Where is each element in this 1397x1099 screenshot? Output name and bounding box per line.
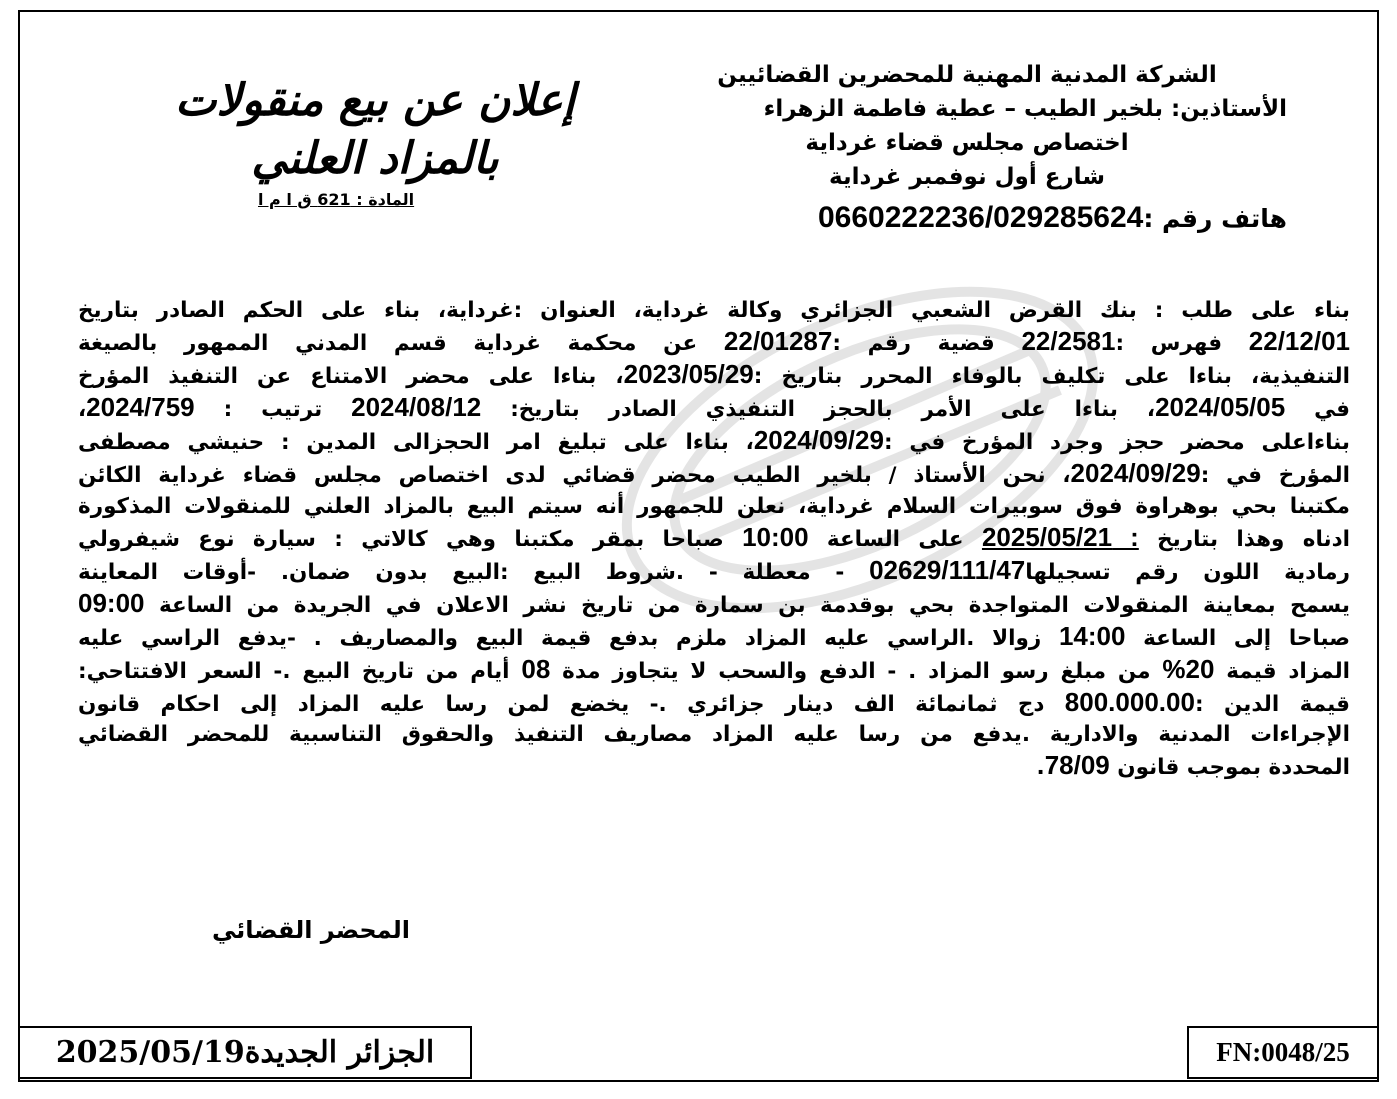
- company-name: الشركة المدنية المهنية للمحضرين القضائيين: [717, 62, 1217, 88]
- body-line-13: قيمة الدين :800.000.00 دج ثمانمائة الف دينار جزائري .- يخضع لمن رسا عليه المزاد إلى احكام قانون: [78, 687, 1350, 718]
- body-line-4: في 2024/05/05، بناءا على الأمر بالحجز التنفيذي الصادر بتاريخ: 2024/08/12 ترتيب : 2024/759،: [78, 392, 1350, 423]
- body-line-11: صباحا إلى الساعة 14:00 زوالا .الراسي عليه المزاد ملزم بدفع قيمة البيع والمصاريف . -يدفع الراسي عليه: [78, 620, 1351, 651]
- office-address: شارع أول نوفمبر غرداية: [829, 164, 1105, 190]
- phone-number: 0660222236/029285624: [818, 201, 1144, 234]
- signatory-title: المحضر القضائي: [211, 916, 410, 944]
- body-line-15: المحددة بموجب قانون 78/09.: [1036, 750, 1350, 781]
- body-line-2: 22/12/01 فهرس :22/2581 قضية رقم :22/01287 عن محكمة غرداية قسم المدني الممهور بالصيغة: [78, 326, 1350, 357]
- body-line-1: بناء على طلب : بنك القرض الشعبي الجزائري وكالة غرداية، العنوان :غرداية، بناء على الحكم الصادر بتاريخ: [78, 298, 1350, 323]
- headline-title-line2: بالمزاد العلني: [251, 133, 499, 184]
- phone-line: [647, 196, 1287, 241]
- notice-headline: [150, 72, 600, 209]
- legal-article-reference: المادة : 621 ق ا م ا: [258, 190, 415, 209]
- bailiff-office-header: [647, 58, 1287, 241]
- jurisdiction: اختصاص مجلس قضاء غرداية: [805, 130, 1129, 156]
- phone-label: هاتف رقم :: [1143, 204, 1287, 233]
- file-number: FN:0048/25: [1216, 1037, 1350, 1067]
- headline-title-line1: إعلان عن بيع منقولات: [174, 75, 576, 126]
- body-line-6: المؤرخ في :2024/09/29، نحن الأستاذ / بلخير الطيب محضر قضائي لدى اختصاص مجلس قضاء غرداية الكائن: [78, 458, 1351, 489]
- sale-date: : 2025/05/21: [981, 521, 1139, 552]
- notice-body: [78, 296, 1350, 783]
- file-number-box: [1187, 1026, 1379, 1079]
- body-line-7: مكتبنا بحي بوهراوة فوق سوبيرات السلام غرداية، نعلن للجمهور أنه سيتم البيع بالمزاد العلني للمنقولات المذكورة: [78, 493, 1350, 519]
- newspaper-date-box: [18, 1026, 472, 1079]
- bailiff-names: الأستاذين: بلخير الطيب – عطية فاطمة الزهراء: [763, 96, 1287, 122]
- body-line-9: رمادية اللون رقم تسجيلها02629/111/47 - معطلة - .شروط البيع :البيع بدون ضمان. -أوقات المعاينة: [78, 554, 1350, 585]
- body-line-12: المزاد قيمة 20% من مبلغ رسو المزاد . - الدفع والسحب لا يتجاوز مدة 08 أيام من تاريخ البيع .- السعر الافتتاحي:: [78, 654, 1351, 685]
- newspaper-name-date: الجزائر الجديدة2025/05/19: [55, 1035, 435, 1070]
- body-line-14: الإجراءات المدنية والادارية .يدفع من رسا عليه المزاد مصاريف التنفيذ والحقوق التناسبية للمحضر القضائي: [78, 722, 1350, 748]
- body-line-10: يسمح بمعاينة المنقولات المتواجدة بحي بوقدمة بن سمارة من تاريخ نشر الاعلان في الجريدة من الساعة 09:00: [78, 587, 1350, 618]
- body-line-8: ادناه وهذا بتاريخ : 2025/05/21 على الساعة 10:00 صباحا بمقر مكتبنا وهي كالاتي : سيارة نوع شيفرولي: [78, 521, 1350, 552]
- body-line-5: بناءاعلى محضر حجز وجرد المؤرخ في :2024/09/29، بناءا على تبليغ امر الحجزالى المدين : حنيشي مصطفى: [78, 425, 1350, 456]
- body-line-3: التنفيذية، بناءا على تكليف بالوفاء المحرر بتاريخ :2023/05/29، بناءا على محضر الامتناع عن التنفيذ المؤرخ: [78, 359, 1350, 390]
